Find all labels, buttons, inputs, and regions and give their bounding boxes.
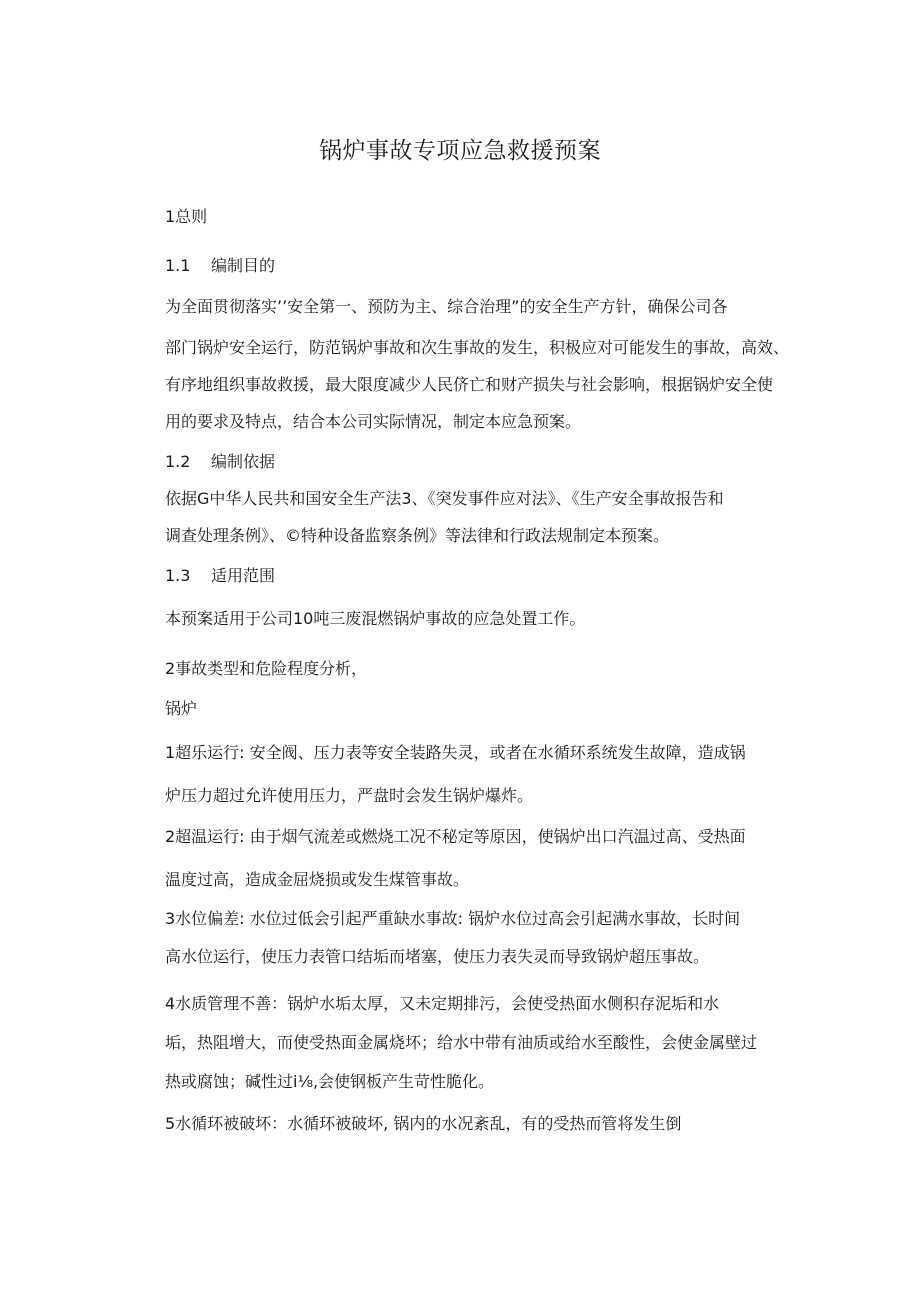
item-4-line-2: 垢，热阻增大，而使受热面金属烧坏；给水中带有油质或给水至酸性，会使金属壁过 <box>165 1033 758 1052</box>
section-1-heading: 1总则 <box>165 207 208 226</box>
section-2-heading: 2事故类型和危险程度分析， <box>165 659 368 678</box>
section-1-1-heading <box>165 256 275 276</box>
item-3-line-1: 3水位偏差: 水位过低会引起严重缺水事故: 锅炉水位过高会引起满水事故，长时间 <box>165 909 741 928</box>
item-1-line-2: 炉压力超过允许使用压力，严盘时会发生锅炉爆炸。 <box>165 786 534 805</box>
section-1-2-title: 编制依据 <box>211 452 276 471</box>
section-1-2-number: 1.2 <box>165 452 191 471</box>
item-4-line-3: 热或腐蚀；碱性过i⅛,会使钢板产生苛性脆化。 <box>165 1072 495 1091</box>
section-1-3-line-1: 本预案适用于公司10吨三废混燃锅炉事故的应急处置工作。 <box>165 609 586 628</box>
section-1-1-line-3: 有序地组织事故救援，最大限度减少人民侪亡和财产损失与社会影响，根据锅炉安全使 <box>165 375 774 394</box>
section-1-1-number: 1.1 <box>165 256 191 275</box>
item-3-line-2: 高水位运行，使压力表管口结垢而堵塞，使压力表失灵而导致锅炉超压事故。 <box>165 947 710 966</box>
item-5-line-1: 5水循环被破坏：水循环被破坏, 锅内的水况紊乱，有的受热而管将发生倒 <box>165 1114 682 1133</box>
item-2-line-1: 2超温运行: 由于烟气流差或燃烧工况不秘定等原因，使锅炉出口汽温过高、受热面 <box>165 827 746 846</box>
section-1-3-title: 适用范围 <box>211 566 276 585</box>
section-1-1-line-4: 用的要求及特点，结合本公司实际情况，制定本应急预案。 <box>165 412 582 431</box>
section-1-2-heading <box>165 452 275 472</box>
section-1-3-number: 1.3 <box>165 566 191 585</box>
section-1-1-line-2: 部门锅炉安全运行，防范锅炉事故和次生事故的发生，积极应对可能发生的事故，高效、 <box>165 338 790 357</box>
section-1-1-line-1: 为全面贯彻落实’’安全第一、预防为主、综合治理”的安全生产方针，确保公司各 <box>165 297 728 316</box>
section-2-subheading: 锅炉 <box>165 699 198 718</box>
item-2-line-2: 温度过高，造成金屈烧损或发生煤管事故。 <box>165 870 470 889</box>
section-1-3-heading <box>165 566 275 586</box>
item-4-line-1: 4水质管理不善：锅炉水垢太厚，又未定期排污，会使受热面水侧积存泥垢和水 <box>165 994 720 1013</box>
section-1-2-line-1: 依据G中华人民共和国安全生产法3、《突发事件应对法》、《生产安全事故报告和 <box>165 489 724 508</box>
item-1-line-1: 1超乐运行: 安全阀、压力表等安全装路失灵，或者在水循环系统发生故障，造成锅 <box>165 743 746 762</box>
section-1-1-title: 编制目的 <box>211 256 276 275</box>
document-title: 锅炉事故专项应急救援预案 <box>319 138 601 164</box>
section-1-2-line-2: 调查处理条例》、©特种设备监察条例》等法律和行政法规制定本预案。 <box>165 526 670 545</box>
